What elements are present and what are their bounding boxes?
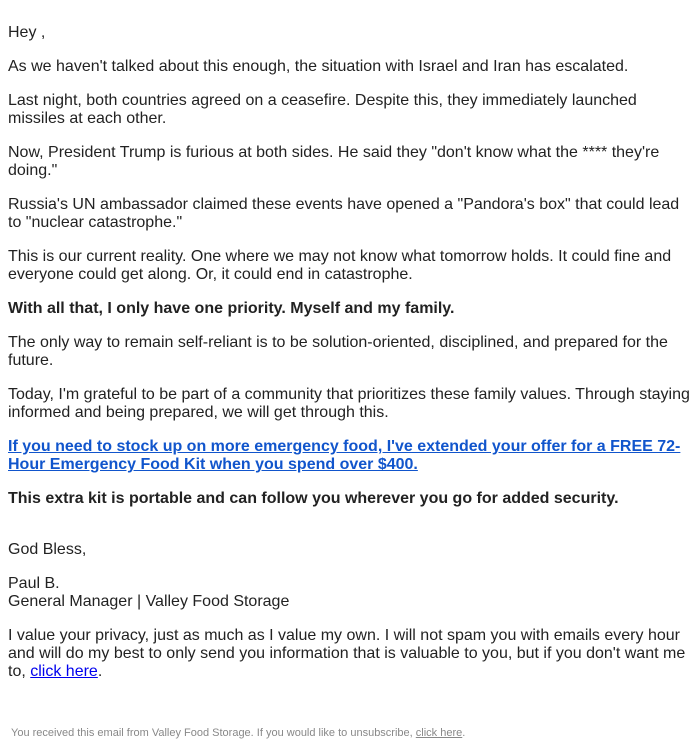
greeting: Hey ,	[8, 24, 46, 41]
paragraph-reality: This is our current reality. One where we may not know what tomorrow holds. It could fine and everyone could get along. Or, it could end in catastrophe.	[8, 248, 672, 283]
paragraph-russia: Russia's UN ambassador claimed these events have opened a "Pandora's box" that could lead to "nuclear catastrophe."	[8, 196, 680, 231]
paragraph-self-reliant: The only way to remain self-reliant is to be solution-oriented, disciplined, and prepared for the future.	[8, 334, 668, 369]
privacy-paragraph	[8, 627, 694, 681]
email-body	[8, 24, 694, 697]
paragraph-community: Today, I'm grateful to be part of a community that prioritizes these family values. Through staying informed and being prepared, we will get through this.	[8, 386, 690, 421]
paragraph-trump: Now, President Trump is furious at both sides. He said they "don't know what the **** they're doing."	[8, 144, 660, 179]
footer-text: You received this email from Valley Food Storage. If you would like to unsubscribe,	[11, 727, 413, 739]
paragraph-situation: As we haven't talked about this enough, the situation with Israel and Iran has escalated.	[8, 58, 629, 75]
signature-name: Paul B.	[8, 575, 60, 592]
privacy-click-here-link[interactable]: click here	[30, 663, 98, 680]
promo-paragraph	[8, 438, 694, 474]
paragraph-kit-note: This extra kit is portable and can follow you wherever you go for added security.	[8, 490, 619, 507]
signature	[8, 575, 694, 611]
unsubscribe-footer	[11, 726, 465, 740]
unsubscribe-link[interactable]: click here	[415, 727, 463, 739]
paragraph-priority: With all that, I only have one priority. Myself and my family.	[8, 300, 455, 317]
footer-end: .	[462, 727, 466, 739]
signoff: God Bless,	[8, 541, 87, 558]
privacy-text: I value your privacy, just as much as I value my own. I will not spam you with emails every hour and will do my best to only send you information that is valuable to you, but if you don't want me to,	[8, 627, 686, 680]
promo-link[interactable]: If you need to stock up on more emergency food, I've extended your offer for a FREE 72-Hour Emergency Food Kit when you spend over $400.	[8, 438, 681, 473]
signature-title: General Manager | Valley Food Storage	[8, 593, 290, 610]
privacy-end: .	[97, 663, 103, 680]
spacer	[8, 524, 694, 541]
paragraph-ceasefire: Last night, both countries agreed on a ceasefire. Despite this, they immediately launched missiles at each other.	[8, 92, 637, 127]
